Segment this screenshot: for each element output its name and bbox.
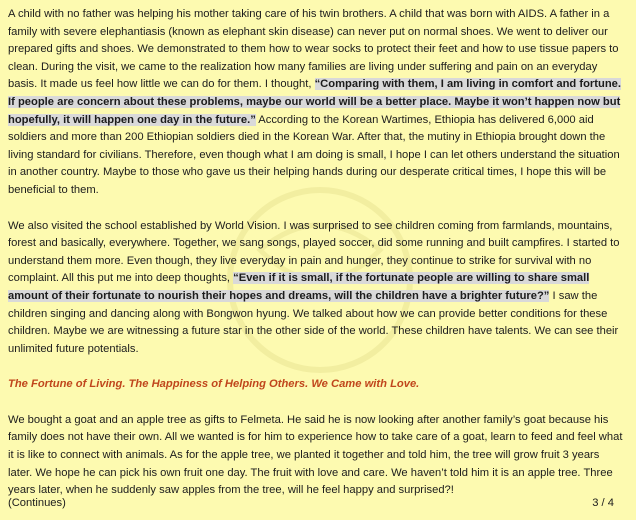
continues-label: (Continues) xyxy=(8,497,66,509)
paragraph-school-text-2: I saw the children singing and dancing along with Bongwon hyung. We talked about how we can provide better conditions for these children. Maybe we are witnessing a future star in the other side of the world. These children have talents. We can see their unlimited future potentials. xyxy=(8,289,619,355)
paragraph-school xyxy=(8,218,626,359)
highlighted-quote-2: “Even if it is small, if the fortunate people are willing to share small amount of their fortunate to nourish their hopes and dreams, will the children have a brighter future?” xyxy=(8,272,590,302)
paragraph-visit xyxy=(8,6,626,200)
paragraph-goat: We bought a goat and an apple tree as gifts to Felmeta. He said he is now looking after another family’s goat because his family does not have their own. All we wanted is for him to experience how to take care of a goat, learn to feed and feel what it is like to connect with animals. As for the apple tree, we planted it together and told him, the tree will grow fruit 3 years later. We hope he can pick his own fruit one day. The fruit with love and care. We haven’t told him it is an apple tree. Three years later, when he suddenly saw apples from the tree, will he feel happy and surprised?! xyxy=(8,413,623,497)
paragraph-visit-text-1: A child with no father was helping his mother taking care of his twin brothers. A child that was born with AIDS. A father in a family with severe elephantiasis (known as elephant skin disease) can never put on normal shoes. We went to deliver our prepared gifts and shoes. We demonstrated to them how to wear socks to protect their feet and how to use tissue papers to clean. During the visit, we came to the realization how many families are living under suffering and pain on an everyday basis. It made us feel how little we can do for them. I thought, xyxy=(8,8,619,91)
paragraph-visit-text-2: According to the Korean Wartimes, Ethiopia has delivered 6,000 aid soldiers and more than 200 Ethiopian soldiers died in the Korean War. After that, the mutiny in Ethiopia brought down the living standard for civilians. Therefore, even though what I am doing is small, I hope I can let others understand the situation in another country. Maybe to those who gave us their helping hands during our desperate critical times, I hope this will be beneficial to them. xyxy=(8,113,620,196)
paragraph-school-text-1: We also visited the school established by World Vision. I was surprised to see children coming from farmlands, mountains, forest and basically, everywhere. Together, we sang songs, played soccer, did some running and built campfires. I started to understand them more. Even though, they live everyday in pain and hunger, they continue to strike for survival with no complaint. All this put me into deep thoughts, xyxy=(8,219,620,285)
section-heading: The Fortune of Living. The Happiness of Helping Others. We Came with Love. xyxy=(8,378,420,391)
page-number: 3 / 4 xyxy=(592,497,614,509)
document-body xyxy=(8,6,626,500)
highlighted-quote-1: “Comparing with them, I am living in comfort and fortune. If people are concern about these problems, maybe our world will be a better place. Maybe it won’t happen now but hopefully, it will happen one day in the future.” xyxy=(8,78,621,126)
page-footer xyxy=(8,495,614,513)
